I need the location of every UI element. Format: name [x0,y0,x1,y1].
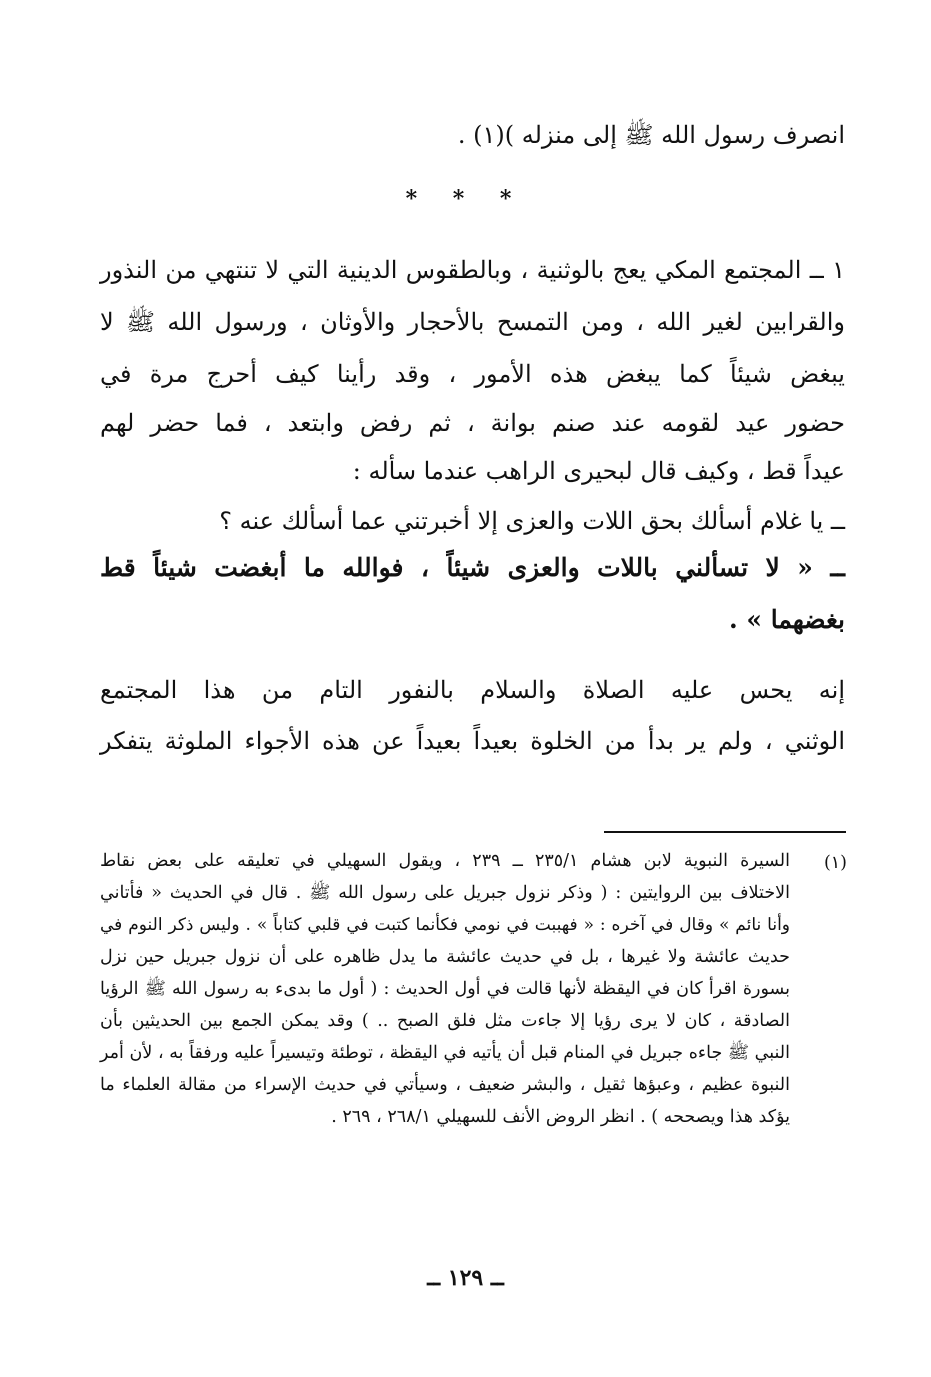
section1-line: ــ يا غلام أسألك بحق اللات والعزى إلا أخبرتني عما أسألك عنه ؟ [219,507,845,535]
footnote-number: (١) [823,853,847,873]
footnote-line: الصادقة ، كان لا يرى رؤيا إلا جاءت مثل فلق الصبح .. ) وقد يمكن الجمع بين الحديثين بأن [100,1011,790,1031]
page-number: ــ ١٢٩ ــ [427,1265,504,1291]
footnote-line: النبوة عظيم ، وعبؤها ثقيل ، والبشر ضعيف ، وسيأتي في حديث الإسراء من مقالة العلماء ما [100,1075,790,1095]
section1-line: حضور عيد لقومه عند صنم بوانة ، ثم رفض وابتعد ، فما حضر لهم [100,409,845,437]
footnote-divider [604,831,846,833]
section1-line: والقرابين لغير الله ، ومن التمسح بالأحجار والأوثان ، ورسول الله ﷺ لا [100,308,845,336]
footnote-line: وأنا نائم » وقال في آخره : « فهببت في نومي فكأنما كتبت في قلبي كتاباً » . وليس ذكر النوم في [100,915,790,935]
bold-quote-line: ــ « لا تسألني باللات والعزى شيئاً ، فوالله ما أبغضت شيئاً قط [100,553,845,582]
section1-line: عيداً قط ، وكيف قال لبحيرى الراهب عندما سأله : [352,457,845,485]
section1-line: يبغض شيئاً كما يبغض هذه الأمور ، وقد رأينا كيف أحرج مرة في [100,360,845,388]
paragraph2-line: إنه يحس عليه الصلاة والسلام بالنفور التام من هذا المجتمع [100,676,845,704]
footnote-line: الاختلاف بين الروايتين : ( وذكر نزول جبريل على رسول الله ﷺ . قال في الحديث « فأتاني [100,883,790,903]
footnote-line: حديث عائشة ولا غيرها ، بل في حديث عائشة ما يدل ظاهره على أن نزول جبريل حين نزل [100,947,790,967]
section-separator: * * * [405,186,526,212]
bold-quote-line: بغضهما » . [728,605,845,634]
paragraph2-line: الوثني ، ولم ير بدأ من الخلوة بعيداً بعيداً عن هذه الأجواء الملوثة يتفكر [100,727,845,755]
section1-line: ١ ــ المجتمع المكي يعج بالوثنية ، وبالطقوس الدينية التي لا تنتهي من النذور [100,256,845,284]
opening-line: انصرف رسول الله ﷺ إلى منزله )(١) . [457,121,845,149]
footnote-line: بسورة اقرأ كان في اليقظة لأنها قالت في أول الحديث : ( أول ما بدىء به رسول الله ﷺ الرؤيا [100,979,790,999]
footnote-line: يؤكد هذا ويصححه ) . انظر الروض الأنف للسهيلي ٢٦٨/١ ، ٢٦٩ . [331,1107,790,1127]
footnote-line: السيرة النبوية لابن هشام ٢٣٥/١ ــ ٢٣٩ ، ويقول السهيلي في تعليقه على بعض نقاط [100,851,790,871]
footnote-line: النبي ﷺ جاءه جبريل في المنام قبل أن يأتيه في اليقظة ، توطئة وتيسيراً عليه ورفقاً به ، لأن أمر [100,1043,790,1063]
